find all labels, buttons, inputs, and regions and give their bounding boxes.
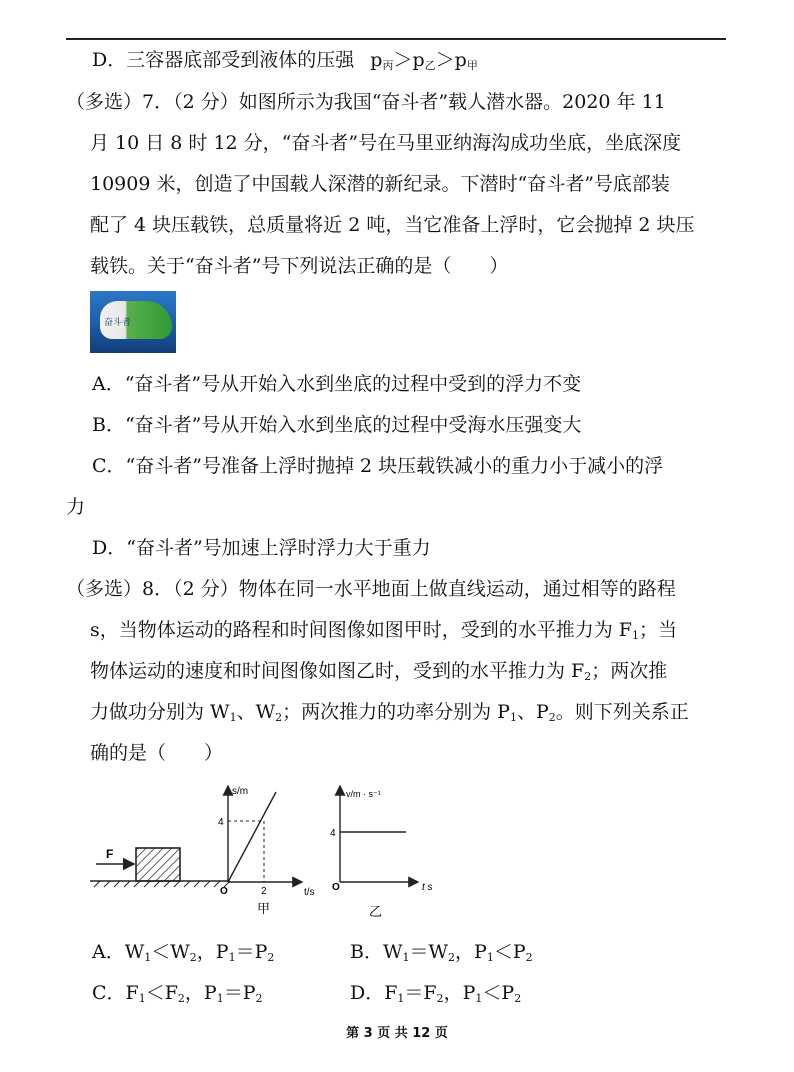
- graph-v-t: [330, 786, 433, 919]
- q7-stem-line: （多选）7．（2 分）如图所示为我国“奋斗者”载人潜水器。2020 年 11: [66, 91, 666, 113]
- q8-option-d: D．$F_1=F_2$，$P_1<P_2$: [350, 982, 522, 1005]
- x-axis-label: t/s: [304, 887, 315, 898]
- header-rule: [66, 38, 726, 40]
- y-tick-label: 4: [330, 828, 336, 839]
- q7-option-c-cont: 力: [66, 496, 86, 518]
- graph-caption: 甲: [257, 901, 271, 916]
- x-tick-label: 2: [261, 886, 267, 897]
- q7-option-a: A．“奋斗者”号从开始入水到坐底的过程中受到的浮力不变: [92, 373, 582, 395]
- q7-option-b: B．“奋斗者”号从开始入水到坐底的过程中受海水压强变大: [92, 414, 582, 436]
- s-t-line: [228, 792, 276, 882]
- block: [136, 848, 180, 881]
- origin-label: O: [220, 886, 228, 897]
- block-diagram: [90, 847, 230, 887]
- y-axis-label: v/m · s⁻¹: [346, 789, 381, 799]
- y-tick-label: 4: [218, 817, 224, 828]
- force-label: F: [106, 847, 114, 861]
- x-axis-label: t s: [422, 882, 433, 893]
- page-number: 第 3 页 共 12 页: [346, 1026, 448, 1041]
- q7-stem-line: 载铁。关于“奋斗者”号下列说法正确的是（ ）: [90, 255, 509, 277]
- q8-stem-line: s，当物体运动的路程和时间图像如图甲时，受到的水平推力为 $F_1$；当: [90, 619, 677, 642]
- submersible-photo: [90, 291, 176, 353]
- q8-stem-line: 确的是（ ）: [90, 742, 224, 764]
- ground-hatch: [94, 881, 230, 887]
- graph-caption: 乙: [369, 904, 383, 919]
- q8-option-a: A．$W_1<W_2$，$P_1=P_2$: [92, 941, 275, 964]
- q7-option-d: D．“奋斗者”号加速上浮时浮力大于重力: [92, 537, 431, 559]
- q7-stem-line: 月 10 日 8 时 12 分，“奋斗者”号在马里亚纳海沟成功坐底，坐底深度: [90, 132, 682, 154]
- q8-stem-line: （多选）8．（2 分）物体在同一水平地面上做直线运动，通过相等的路程: [66, 578, 676, 600]
- prev-option-d: D．三容器底部受到液体的压强 $p_丙>p_乙>p_甲$: [92, 49, 478, 72]
- q8-option-c: C．$F_1<F_2$，$P_1=P_2$: [92, 982, 263, 1005]
- q8-figure: [80, 778, 440, 928]
- graph-s-t: [218, 786, 315, 916]
- origin-label: O: [332, 882, 340, 893]
- y-axis-label: s/m: [232, 786, 249, 797]
- submersible-label: 奋斗者: [104, 318, 132, 328]
- q7-stem-line: 10909 米，创造了中国载人深潜的新纪录。下潜时“奋斗者”号底部装: [90, 173, 670, 195]
- q7-option-c: C．“奋斗者”号准备上浮时抛掉 2 块压载铁减小的重力小于减小的浮: [92, 455, 664, 477]
- q8-stem-line: 力做功分别为 $W_1$、$W_2$；两次推力的功率分别为 $P_1$、$P_2$。则下列关系正: [90, 701, 689, 724]
- q8-option-b: B．$W_1=W_2$，$P_1<P_2$: [350, 941, 533, 964]
- q8-stem-line: 物体运动的速度和时间图像如图乙时，受到的水平推力为 $F_2$；两次推: [90, 660, 668, 683]
- q7-stem-line: 配了 4 块压载铁，总质量将近 2 吨，当它准备上浮时，它会抛掉 2 块压: [90, 214, 695, 236]
